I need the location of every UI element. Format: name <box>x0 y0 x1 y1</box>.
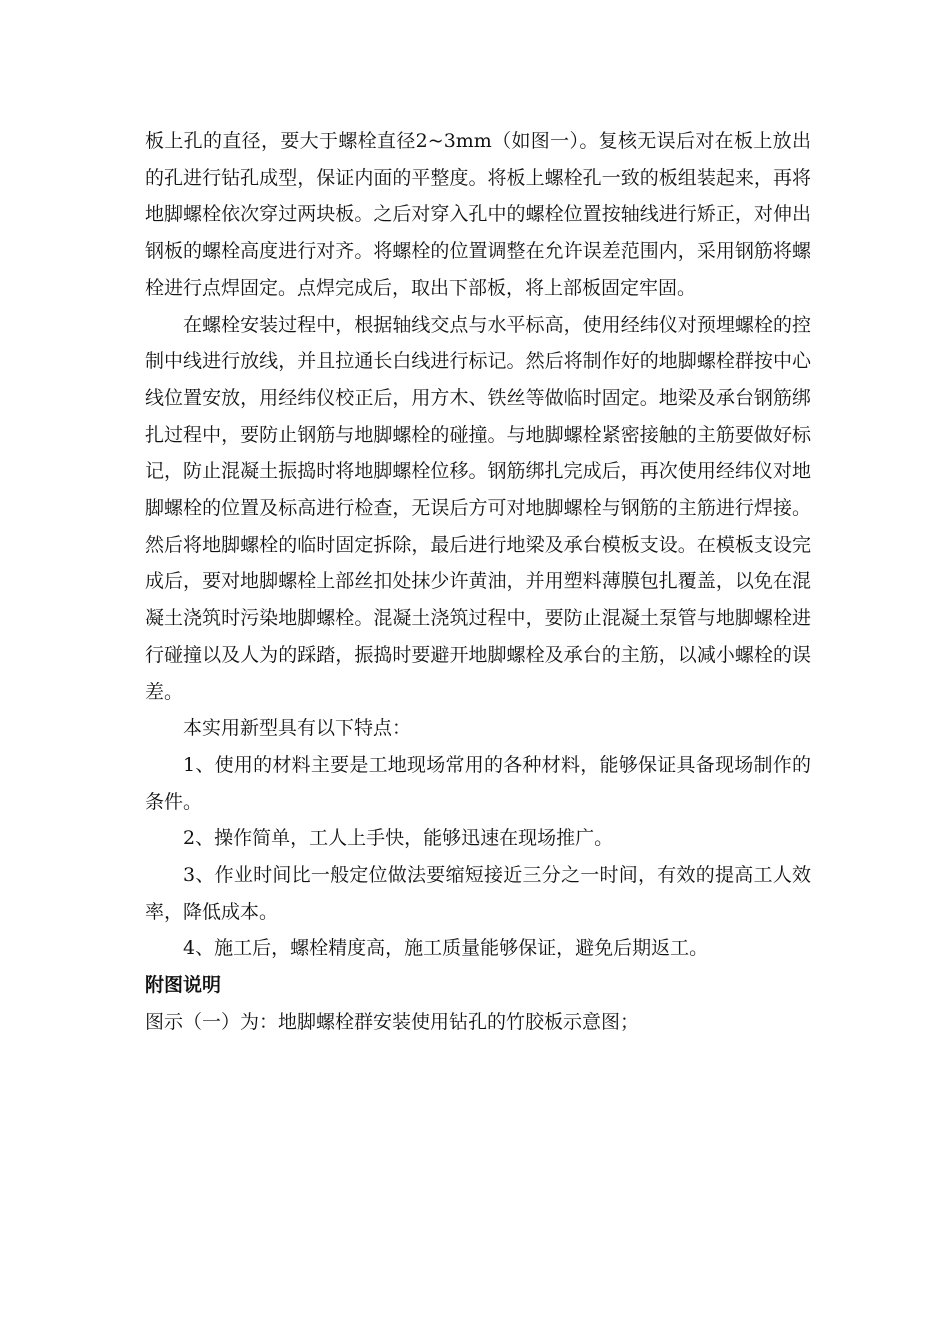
figure-caption: 图示（一）为：地脚螺栓群安装使用钻孔的竹胶板示意图； <box>145 1010 640 1033</box>
paragraph-features-intro: 本实用新型具有以下特点： <box>183 717 412 740</box>
paragraph-installation: 在螺栓安装过程中，根据轴线交点与水平标高，使用经纬仪对预埋螺栓的控制中线进行放线，并且拉通长白线进行标记。然后将制作好的地脚螺栓群按中心线位置安放，用经纬仪校正后，用方木、铁丝等做临时固定。地梁及承台钢筋绑扎过程中，要防止钢筋与地脚螺栓的碰撞。与地脚螺栓紧密接触的主筋要做好标记，防止混凝土振捣时将地脚螺栓位移。钢筋绑扎完成后，再次使用经纬仪对地脚螺栓的位置及标高进行检查，无误后方可对地脚螺栓与钢筋的主筋进行焊接。然后将地脚螺栓的临时固定拆除，最后进行地梁及承台模板支设。在模板支设完成后，要对地脚螺栓上部丝扣处抹少许黄油，并用塑料薄膜包扎覆盖，以免在混凝土浇筑时污染地脚螺栓。混凝土浇筑过程中，要防止混凝土泵管与地脚螺栓进行碰撞以及人为的踩踏，振捣时要避开地脚螺栓及承台的主筋，以减小螺栓的误差。 <box>145 313 811 703</box>
document-body <box>145 123 811 1041</box>
feature-item-2: 2、操作简单，工人上手快，能够迅速在现场推广。 <box>183 827 614 850</box>
feature-item-4: 4、施工后，螺栓精度高，施工质量能够保证，避免后期返工。 <box>183 937 709 960</box>
section-heading-figures: 附图说明 <box>145 974 222 997</box>
feature-item-1: 1、使用的材料主要是工地现场常用的各种材料，能够保证具备现场制作的条件。 <box>145 753 811 813</box>
paragraph-drilling: 板上孔的直径，要大于螺栓直径2~3mm（如图一）。复核无误后对在板上放出的孔进行钻孔成型，保证内面的平整度。将板上螺栓孔一致的板组装起来，再将地脚螺栓依次穿过两块板。之后对穿入孔中的螺栓位置按轴线进行矫正，对伸出钢板的螺栓高度进行对齐。将螺栓的位置调整在允许误差范围内，采用钢筋将螺栓进行点焊固定。点焊完成后，取出下部板，将上部板固定牢固。 <box>145 130 811 299</box>
feature-item-3: 3、作业时间比一般定位做法要缩短接近三分之一时间，有效的提高工人效率，降低成本。 <box>145 864 811 923</box>
